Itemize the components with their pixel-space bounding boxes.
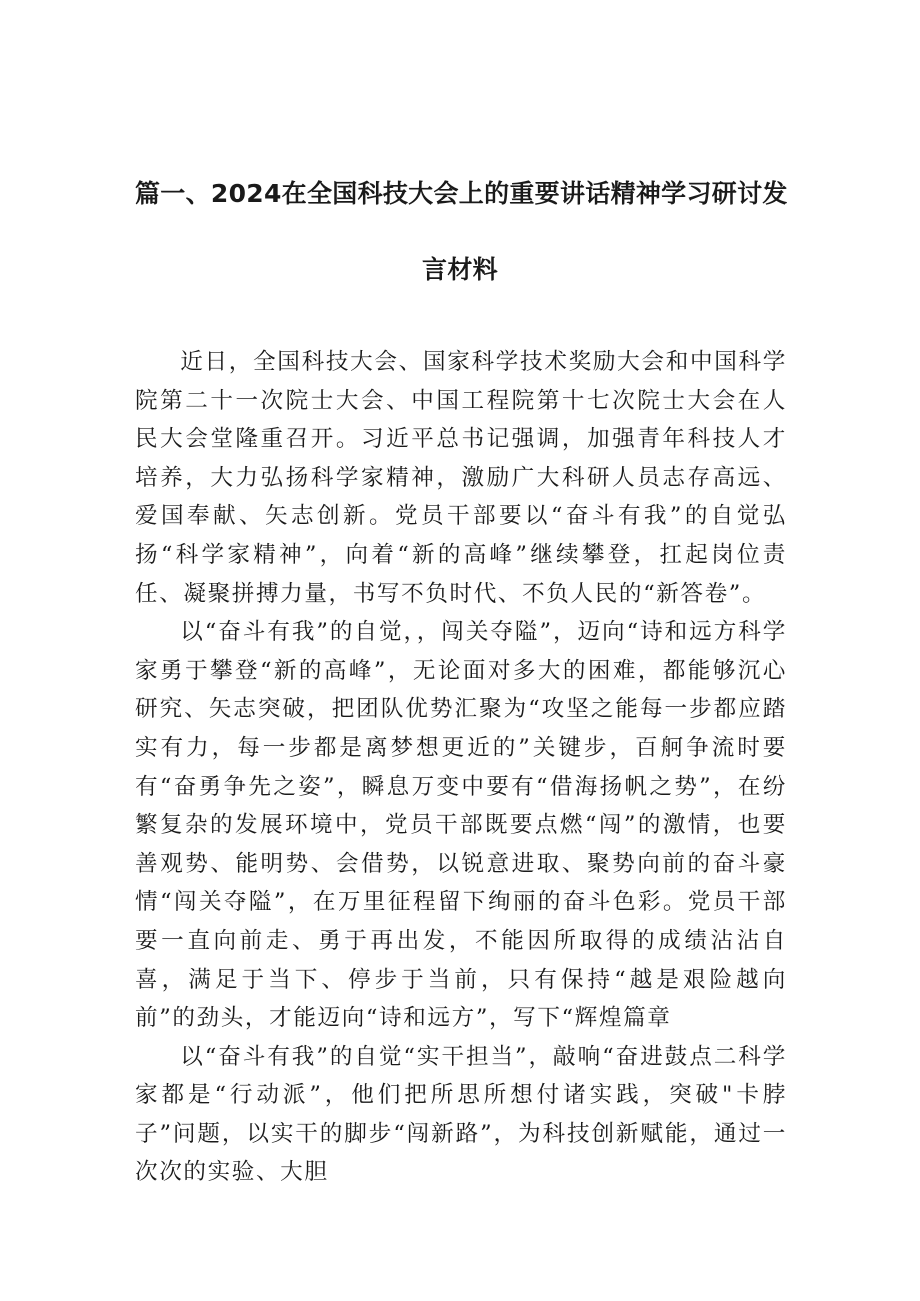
document-body bbox=[135, 343, 787, 1192]
body-paragraph-1: 近日，全国科技大会、国家科学技术奖励大会和中国科学院第二十一次院士大会、中国工程院第十七次院士大会在人民大会堂隆重召开。习近平总书记强调，加强青年科技人才培养，大力弘扬科学家精神，激励广大科研人员志存高远、爱国奉献、矢志创新。党员干部要以“奋斗有我”的自觉弘扬“科学家精神”，向着“新的高峰”继续攀登，扛起岗位责任、凝聚拼搏力量，书写不负时代、不负人民的“新答卷”。 bbox=[135, 349, 787, 607]
document-title-line-1: 篇一、2024在全国科技大会上的重要讲话精神学习研讨发 bbox=[135, 179, 788, 208]
document-title-line-2: 言材料 bbox=[422, 255, 498, 284]
body-paragraph-3: 以“奋斗有我”的自觉“实干担当”，敲响“奋进鼓点二科学家都是“行动派”，他们把所思所想付诸实践，突破"卡脖子”问题，以实干的脚步“闯新路”，为科技创新赋能，通过一次次的实验、大胆 bbox=[135, 1043, 787, 1186]
body-paragraph-2: 以“奋斗有我”的自觉，，闯关夺隘”，迈向“诗和远方科学家勇于攀登“新的高峰”，无论面对多大的困难，都能够沉心研究、矢志突破，把团队优势汇聚为“攻坚之能每一步都应踏实有力，每一步都是离梦想更近的”关键步，百舸争流时要有“奋勇争先之姿”，瞬息万变中要有“借海扬帆之势”，在纷繁复杂的发展环境中，党员干部既要点燃“闯”的激情，也要善观势、能明势、会借势，以锐意进取、聚势向前的奋斗豪情“闯关夺隘”，在万里征程留下绚丽的奋斗色彩。党员干部要一直向前走、勇于再出发，不能因所取得的成绩沾沾自喜，满足于当下、停步于当前，只有保持“越是艰险越向前”的劲头，才能迈向“诗和远方”，写下“辉煌篇章 bbox=[135, 619, 787, 1032]
